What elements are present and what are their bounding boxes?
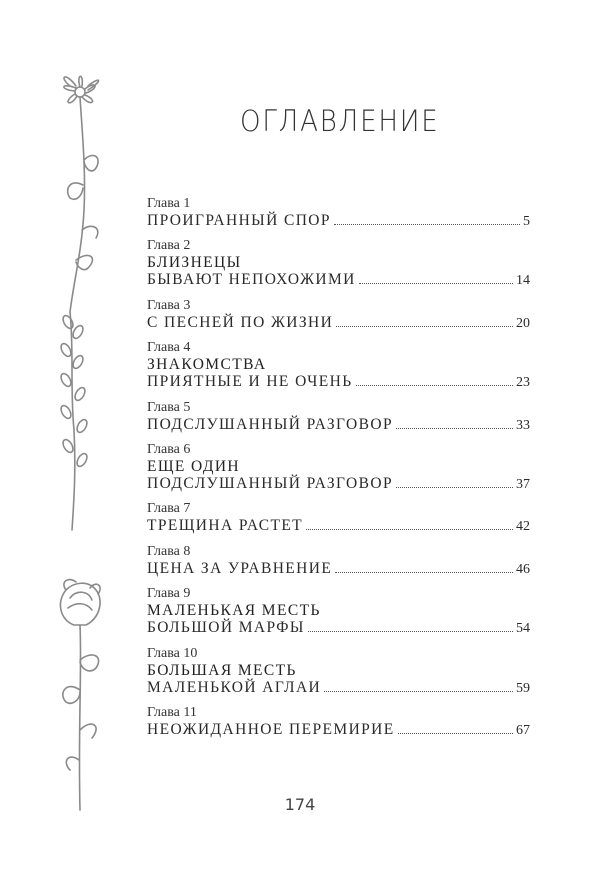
chapter-title-line: МАЛЕНЬКАЯ МЕСТЬ (147, 602, 321, 620)
chapter-title-row (147, 517, 530, 535)
chapter-title: ПРОИГРАННЫЙ СПОР (147, 212, 331, 229)
toc-entry[interactable] (147, 399, 530, 434)
chapter-title: ЦЕНА ЗА УРАВНЕНИЕ (147, 559, 333, 577)
chapter-page-number: 42 (516, 519, 530, 535)
chapter-title: ПРИЯТНЫЕ И НЕ ОЧЕНЬ (147, 373, 353, 391)
chapter-title-row (147, 212, 530, 230)
chapter-label: Глава 4 (147, 340, 191, 356)
chapter-label: Глава 1 (147, 196, 191, 211)
chapter-label: Глава 2 (147, 238, 191, 254)
dot-leader (336, 326, 513, 327)
chapter-title-row (147, 679, 530, 697)
rose-flower-icon (60, 580, 100, 625)
chapter-page-number: 67 (516, 722, 530, 738)
chapter-label: Глава 8 (147, 543, 191, 559)
chapter-page-number: 54 (516, 621, 530, 637)
chapter-page-number: 20 (516, 315, 530, 331)
dot-leader (359, 283, 513, 284)
chapter-title-line: БОЛЬШАЯ МЕСТЬ (147, 661, 297, 679)
dot-leader (334, 224, 520, 225)
chapter-title: ТРЕЩИНА РАСТЕТ (147, 517, 304, 535)
chapter-title-row (147, 560, 530, 578)
chapter-page-number: 33 (516, 417, 530, 433)
chapter-page-number: 46 (516, 561, 530, 577)
toc-entry[interactable] (147, 339, 530, 391)
chapter-title-row (147, 721, 530, 739)
chapter-title: НЕОЖИДАННОЕ ПЕРЕМИРИЕ (147, 720, 395, 738)
chapter-title: ПОДСЛУШАННЫЙ РАЗГОВОР (147, 415, 393, 433)
chapter-title: БЫВАЮТ НЕПОХОЖИМИ (147, 271, 356, 289)
chapter-page-number: 23 (516, 375, 530, 391)
table-of-contents (147, 195, 530, 746)
dot-leader (306, 529, 513, 530)
chapter-page-number: 59 (516, 680, 530, 696)
dot-leader (398, 733, 513, 734)
chapter-title-row (147, 373, 530, 391)
toc-entry[interactable] (147, 441, 530, 493)
page-number: 174 (284, 795, 316, 814)
chapter-label: Глава 9 (147, 586, 191, 602)
page-title: ОГЛАВЛЕНИЕ (240, 104, 440, 138)
dot-leader (396, 428, 513, 429)
toc-entry[interactable] (147, 704, 530, 739)
chapter-title-row (147, 475, 530, 493)
botanical-line-drawing-icon (30, 50, 130, 830)
chapter-title: БОЛЬШОЙ МАРФЫ (147, 619, 305, 637)
dot-leader (308, 631, 513, 632)
dot-leader (335, 572, 513, 573)
toc-entry[interactable] (147, 585, 530, 637)
chapter-title: ПОДСЛУШАННЫЙ РАЗГОВОР (147, 474, 393, 492)
chapter-page-number: 5 (523, 214, 530, 229)
toc-entry[interactable] (147, 543, 530, 578)
chapter-title-row (147, 416, 530, 434)
chapter-title-line: ЕЩЕ ОДИН (147, 457, 241, 475)
toc-entry[interactable] (147, 645, 530, 697)
toc-entry[interactable] (147, 195, 530, 230)
chapter-label: Глава 5 (147, 399, 191, 415)
chapter-title: МАЛЕНЬКОЙ АГЛАИ (147, 678, 322, 696)
chapter-label: Глава 6 (147, 441, 191, 457)
chapter-label: Глава 7 (147, 501, 191, 517)
chapter-title-row (147, 271, 530, 289)
chapter-page-number: 14 (516, 273, 530, 289)
dot-leader (356, 385, 513, 386)
toc-entry[interactable] (147, 237, 530, 289)
daisy-flower-icon (64, 76, 99, 102)
dot-leader (324, 691, 513, 692)
dot-leader (396, 487, 513, 488)
chapter-page-number: 37 (516, 476, 530, 492)
chapter-title-line: БЛИЗНЕЦЫ (147, 254, 242, 272)
chapter-title-row (147, 314, 530, 332)
chapter-label: Глава 11 (147, 704, 197, 720)
chapter-title-row (147, 619, 530, 637)
toc-entry[interactable] (147, 500, 530, 535)
chapter-label: Глава 3 (147, 297, 191, 313)
chapter-title-line: ЗНАКОМСТВА (147, 356, 267, 374)
chapter-title: С ПЕСНЕЙ ПО ЖИЗНИ (147, 313, 334, 331)
chapter-label: Глава 10 (147, 645, 198, 661)
toc-entry[interactable] (147, 297, 530, 332)
